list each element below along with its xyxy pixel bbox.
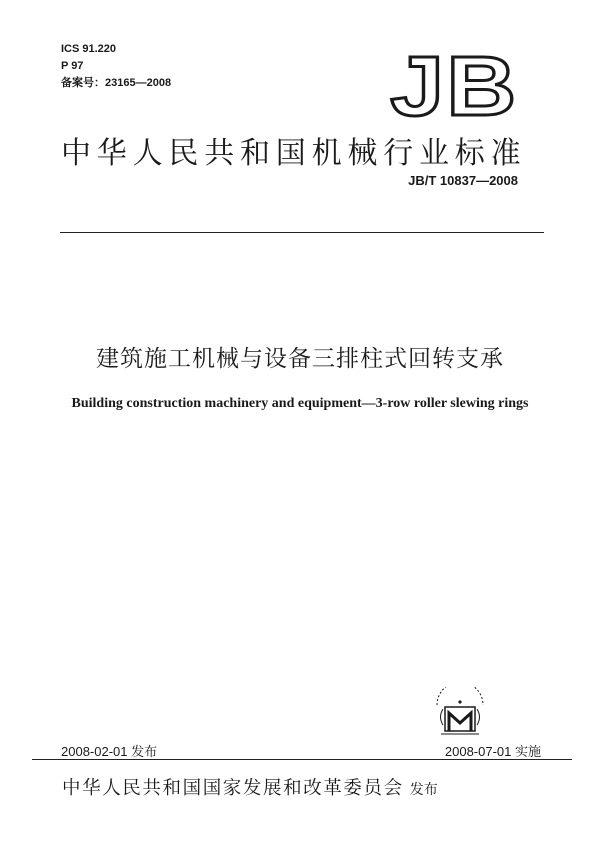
- filing-number: 备案号：23165—2008: [61, 77, 172, 89]
- publisher-emblem-icon: [431, 687, 489, 739]
- issuer-suffix: 发布: [409, 782, 438, 798]
- document-title-chinese: 建筑施工机械与设备三排柱式回转支承: [96, 346, 504, 372]
- standard-number: JB/T 10837—2008: [408, 173, 518, 188]
- issuing-authority: [62, 774, 438, 800]
- footer-divider: [32, 759, 572, 760]
- implementation-date: 2008-07-01 实施: [444, 744, 541, 759]
- industry-standard-title: 中华人民共和国机械行业标准: [61, 136, 527, 171]
- header-divider: [60, 232, 544, 233]
- document-title-english: Building construction machinery and equipment—3-row roller slewing rings: [71, 396, 529, 411]
- jb-logo: JB: [389, 39, 518, 133]
- issuer-name: 中华人民共和国国家发展和改革委员会: [62, 778, 404, 799]
- issue-date: 2008-02-01 发布: [61, 744, 158, 759]
- classification-code: P 97: [61, 60, 84, 72]
- ics-code: ICS 91.220: [61, 43, 117, 55]
